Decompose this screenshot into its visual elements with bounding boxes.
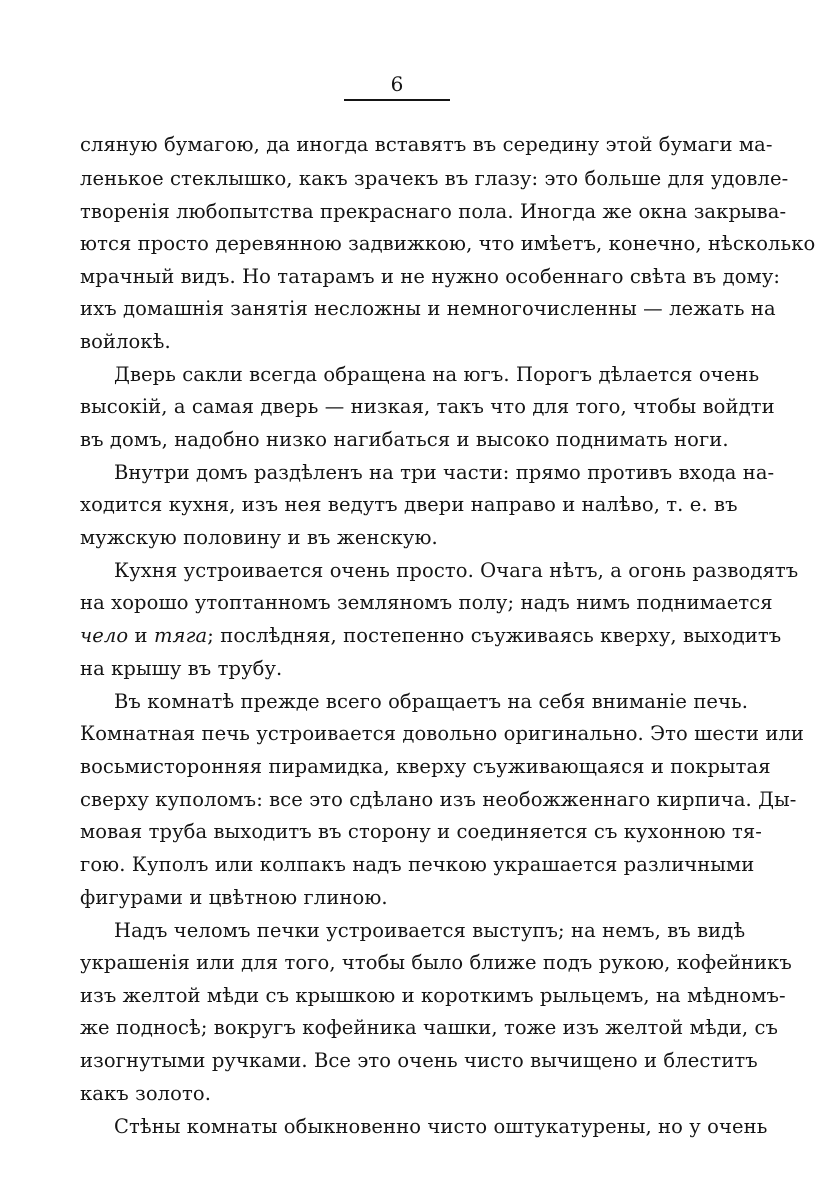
text-line: ленькое стеклышко, какъ зрачекъ въ глазу: это больше для удовле- (80, 167, 789, 190)
text-line: сверху куполомъ: все это сдѣлано изъ необожженнаго кирпича. Ды- (80, 788, 797, 811)
text-fragment: и (134, 624, 148, 647)
text-line: изогнутыми ручками. Все это очень чисто вычищено и блеститъ (80, 1049, 758, 1072)
text-line: мужскую половину и въ женскую. (80, 526, 438, 549)
text-line: сляную бумагою, да иногда вставятъ въ середину этой бумаги ма- (80, 133, 773, 156)
text-line: мрачный видъ. Но татарамъ и не нужно особеннаго свѣта въ дому: (80, 265, 781, 288)
text-line: на крышу въ трубу. (80, 657, 283, 680)
text-line: изъ желтой мѣди съ крышкою и короткимъ рыльцемъ, на мѣдномъ- (80, 984, 786, 1007)
italic-term-chelo: чело (80, 624, 129, 647)
text-line: Кухня устроивается очень просто. Очага нѣтъ, а огонь разводятъ (114, 559, 799, 582)
text-line: мовая труба выходитъ въ сторону и соединяется съ кухонною тя- (80, 820, 762, 843)
text-line-with-italics (80, 621, 782, 651)
text-line: гою. Куполъ или колпакъ надъ печкою украшается различными (80, 853, 755, 876)
text-line: Внутри домъ раздѣленъ на три части: прямо противъ входа на- (114, 461, 775, 484)
text-line: Стѣны комнаты обыкновенно чисто оштукатурены, но у очень (114, 1115, 768, 1138)
text-line: же подносѣ; вокругъ кофейника чашки, тоже изъ желтой мѣди, съ (80, 1016, 779, 1039)
page-number-rule (344, 99, 450, 101)
page-number: 6 (390, 72, 404, 96)
text-line: на хорошо утоптанномъ земляномъ полу; надъ нимъ поднимается (80, 591, 773, 614)
text-line: восьмисторонняя пирамидка, кверху съуживающаяся и покрытая (80, 755, 771, 778)
text-line: Въ комнатѣ прежде всего обращаетъ на себя вниманіе печь. (114, 690, 749, 713)
text-line: Надъ челомъ печки устроивается выступъ; на немъ, въ видѣ (114, 919, 746, 942)
text-line: ются просто деревянною задвижкою, что имѣетъ, конечно, нѣсколько (80, 232, 816, 255)
text-line: Комнатная печь устроивается довольно оригинально. Это шести или (80, 722, 805, 745)
text-line: фигурами и цвѣтною глиною. (80, 886, 388, 909)
text-line: войлокѣ. (80, 330, 171, 353)
text-line: Дверь сакли всегда обращена на югъ. Порогъ дѣлается очень (114, 363, 760, 386)
text-line: высокій, а самая дверь — низкая, такъ что для того, чтобы войдти (80, 395, 775, 418)
text-fragment: ; послѣдняя, постепенно съуживаясь кверху, выходитъ (207, 624, 782, 647)
text-line: украшенія или для того, чтобы было ближе подъ рукою, кофейникъ (80, 951, 792, 974)
text-line: творенія любопытства прекраснаго пола. Иногда же окна закрыва- (80, 200, 787, 223)
text-line: какъ золото. (80, 1082, 212, 1105)
text-line: ихъ домашнія занятія несложны и немногочисленны — лежать на (80, 297, 776, 320)
italic-term-tyaga: тяга (153, 624, 208, 647)
text-line: ходится кухня, изъ нея ведутъ двери направо и налѣво, т. е. въ (80, 493, 738, 516)
text-line: въ домъ, надобно низко нагибаться и высоко поднимать ноги. (80, 428, 729, 451)
